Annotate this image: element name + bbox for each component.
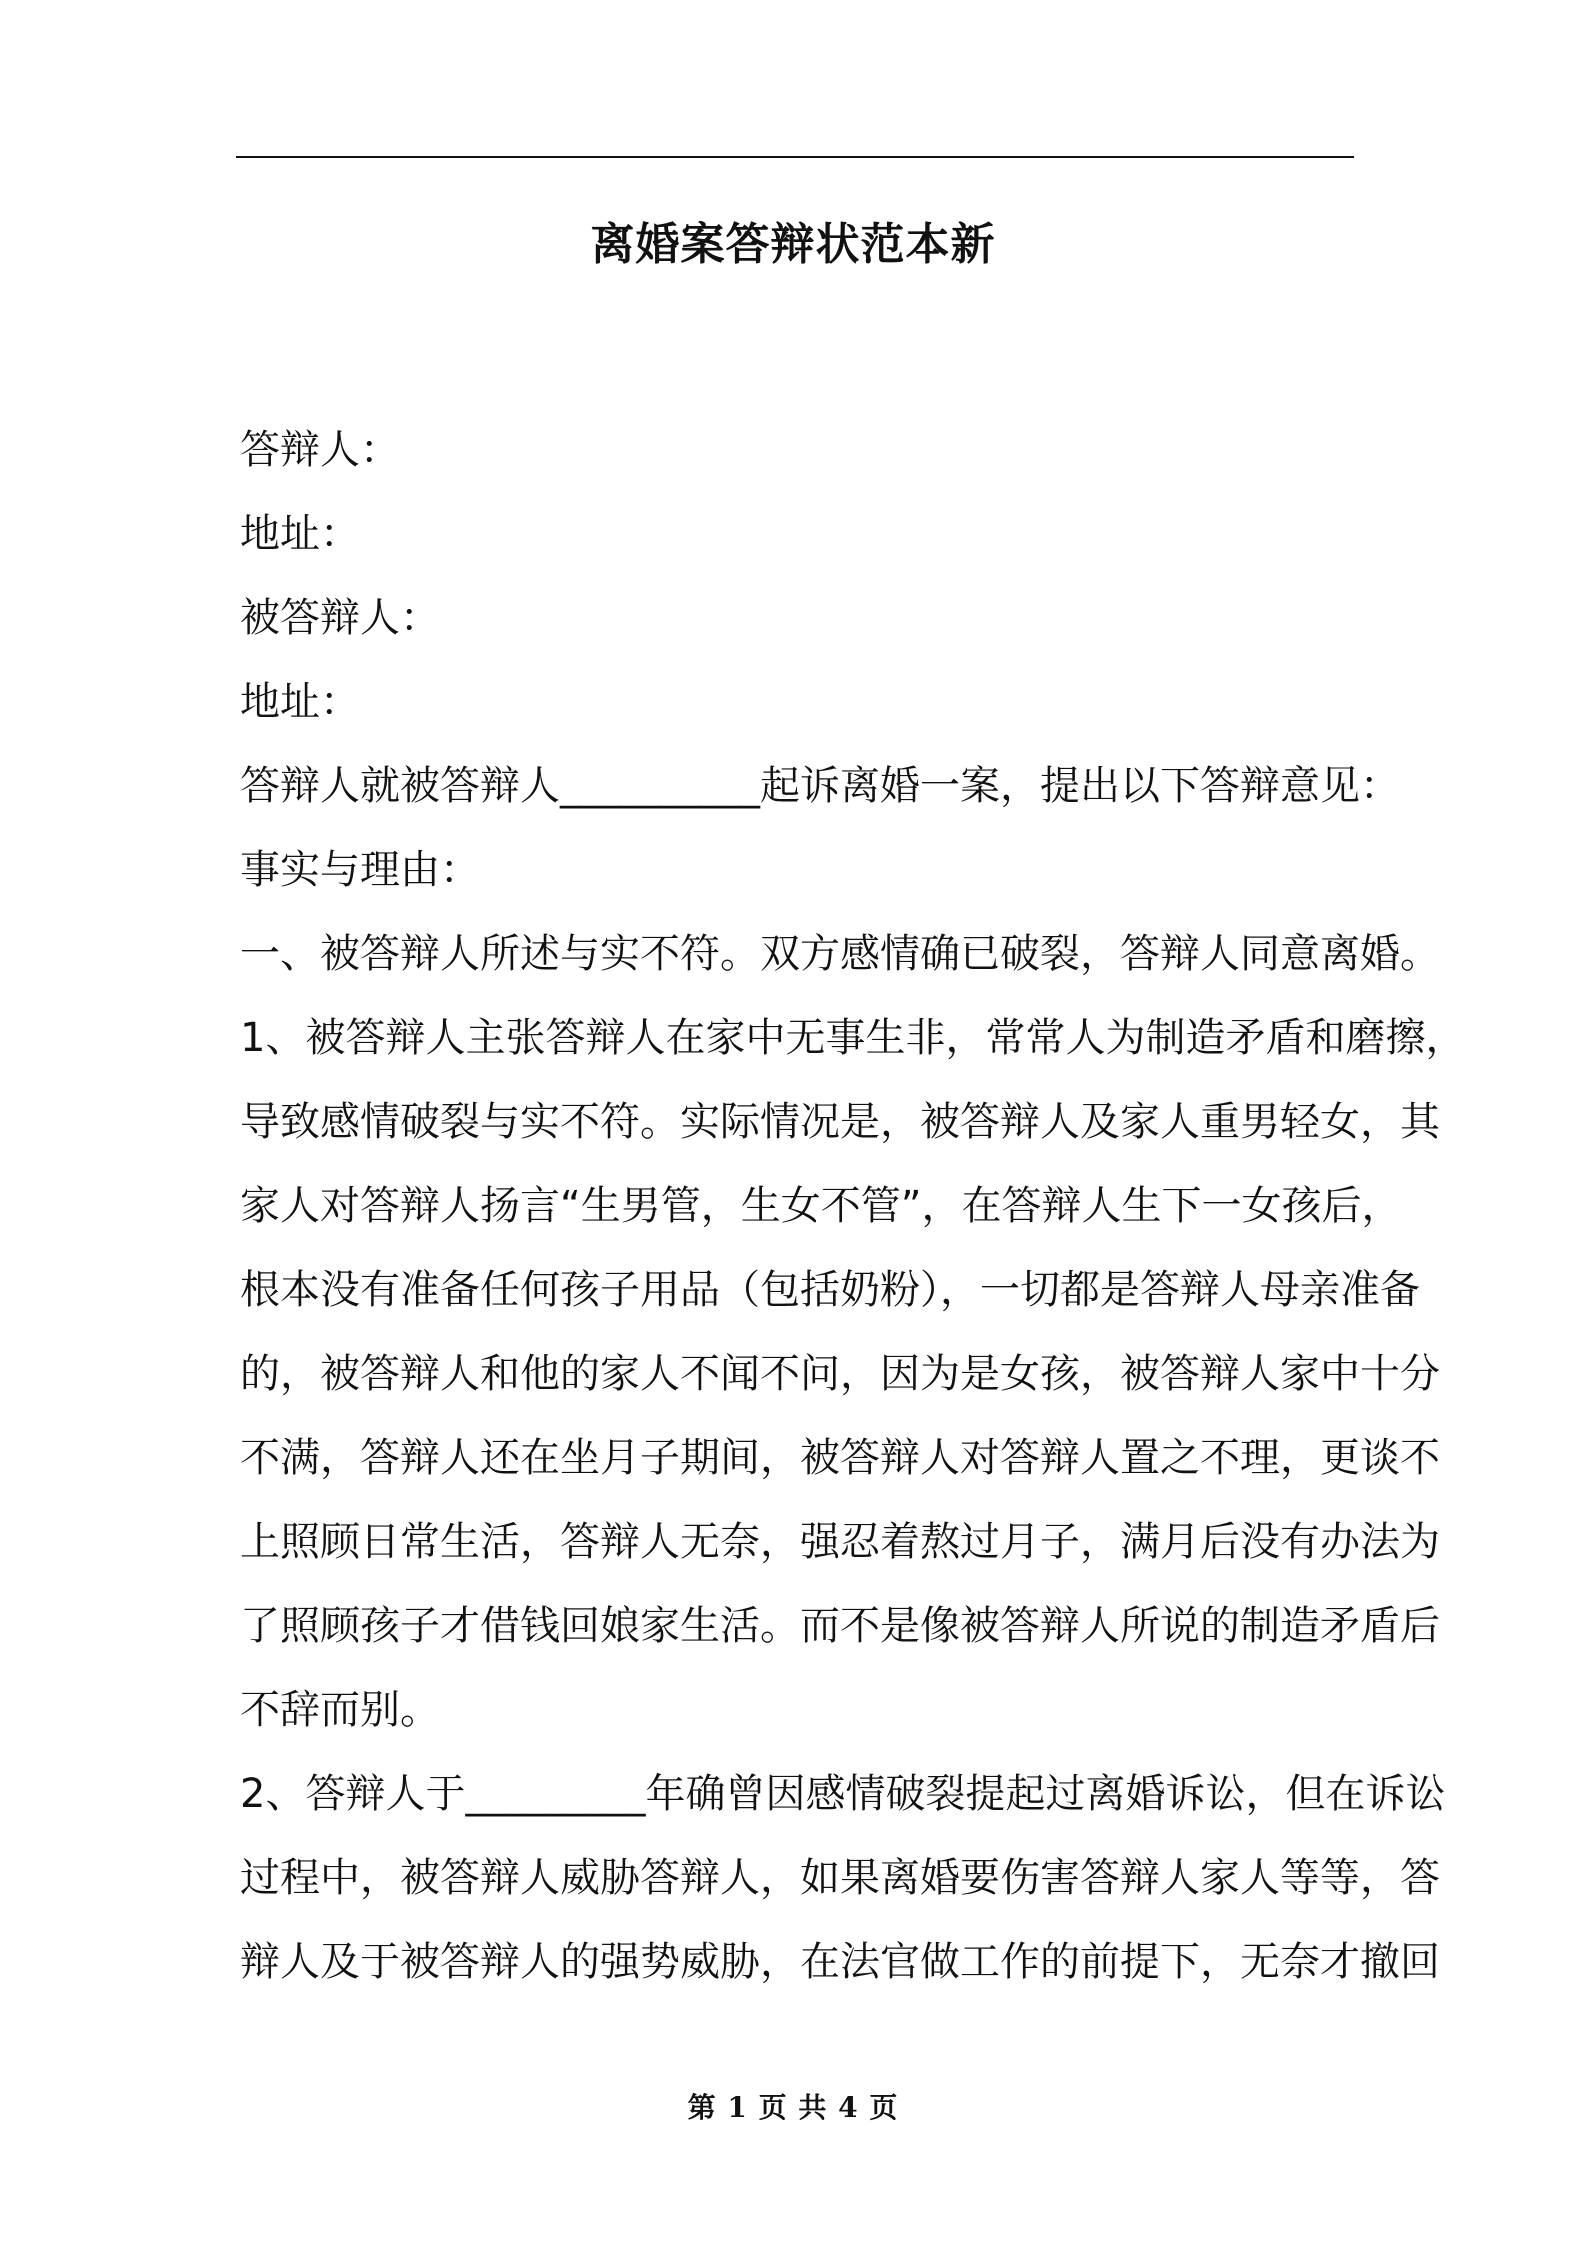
paragraph-line: 根本没有准备任何孩子用品（包括奶粉），一切都是答辩人母亲准备 bbox=[240, 1267, 1420, 1313]
paragraph-line: 上照顾日常生活，答辩人无奈，强忍着熬过月子，满月后没有办法为 bbox=[240, 1519, 1440, 1565]
paragraph-line: 不满，答辩人还在坐月子期间，被答辩人对答辩人置之不理，更谈不 bbox=[240, 1435, 1440, 1481]
paragraph-line: 的，被答辩人和他的家人不闻不问，因为是女孩，被答辩人家中十分 bbox=[240, 1351, 1440, 1397]
paragraph-line: 1、被答辩人主张答辩人在家中无事生非，常常人为制造矛盾和磨擦， bbox=[240, 1015, 1466, 1061]
paragraph-line: 家人对答辩人扬言“生男管，生女不管”，在答辩人生下一女孩后， bbox=[240, 1183, 1402, 1229]
defendant-address-label: 地址： bbox=[240, 511, 360, 557]
intro-line: 答辩人就被答辩人__________起诉离婚一案，提出以下答辩意见： bbox=[240, 763, 1400, 809]
paragraph-line: 了照顾孩子才借钱回娘家生活。而不是像被答辩人所说的制造矛盾后 bbox=[240, 1603, 1440, 1649]
page-number-footer: 第 1 页 共 4 页 bbox=[687, 2091, 899, 2124]
point-one: 一、被答辩人所述与实不符。双方感情确已破裂，答辩人同意离婚。 bbox=[240, 931, 1440, 977]
plaintiff-label: 被答辩人： bbox=[240, 595, 440, 641]
paragraph-line: 导致感情破裂与实不符。实际情况是，被答辩人及家人重男轻女，其 bbox=[240, 1099, 1440, 1145]
document-title: 离婚案答辩状范本新 bbox=[590, 219, 996, 270]
defendant-label: 答辩人： bbox=[240, 427, 400, 473]
paragraph-line: 2、答辩人于_________年确曾因感情破裂提起过离婚诉讼，但在诉讼 bbox=[240, 1771, 1446, 1817]
paragraph-line: 不辞而别。 bbox=[240, 1687, 440, 1733]
header-rule bbox=[236, 156, 1354, 158]
paragraph-line: 辩人及于被答辩人的强势威胁，在法官做工作的前提下，无奈才撤回 bbox=[240, 1939, 1440, 1985]
paragraph-line: 过程中，被答辩人威胁答辩人，如果离婚要伤害答辩人家人等等，答 bbox=[240, 1855, 1440, 1901]
facts-heading: 事实与理由： bbox=[240, 847, 480, 893]
document-body bbox=[240, 408, 1466, 2004]
plaintiff-address-label: 地址： bbox=[240, 679, 360, 725]
